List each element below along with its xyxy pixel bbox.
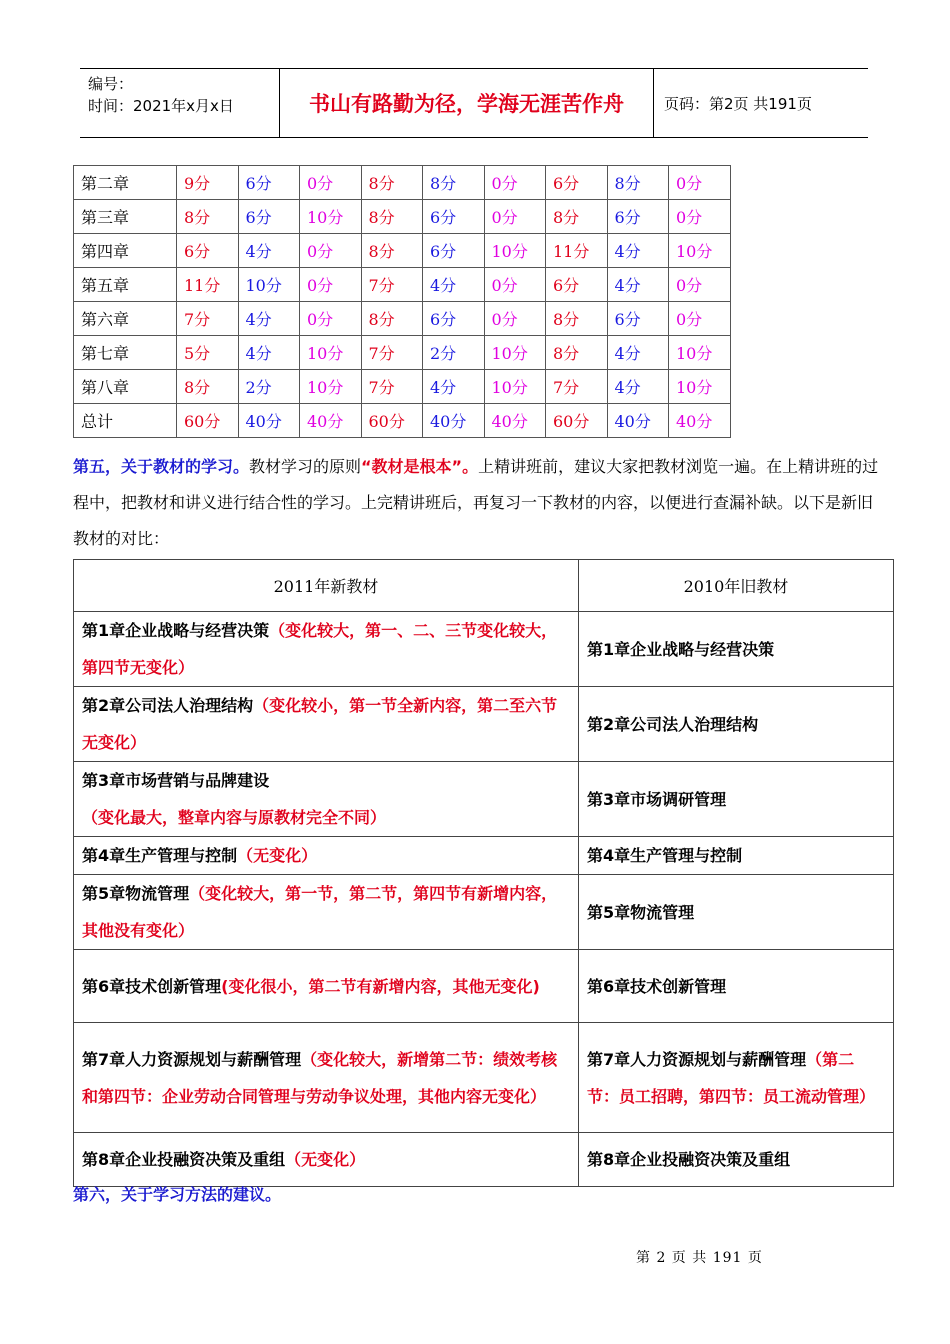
score-cell: 6分 <box>423 200 485 234</box>
new-change-note: (变化很小，第二节有新增内容，其他无变化) <box>221 976 540 996</box>
old-chapter-title: 第2章公司法人治理结构 <box>587 714 759 734</box>
score-cell: 0分 <box>300 268 362 302</box>
score-cell: 8分 <box>546 302 608 336</box>
chapter-cell: 第七章 <box>74 336 177 370</box>
score-cell: 8分 <box>423 166 485 200</box>
new-change-note: （变化较大，第一、二、三节变化较大，第四节无变化） <box>82 621 558 677</box>
score-cell: 8分 <box>361 302 423 336</box>
score-cell: 4分 <box>423 370 485 404</box>
old-textbook-cell <box>579 950 894 1023</box>
score-cell: 0分 <box>300 302 362 336</box>
score-cell: 5分 <box>177 336 239 370</box>
score-cell: 40分 <box>423 404 485 438</box>
score-cell: 10分 <box>300 200 362 234</box>
score-cell: 6分 <box>238 200 300 234</box>
score-cell: 4分 <box>238 234 300 268</box>
score-cell: 60分 <box>361 404 423 438</box>
new-change-note: （变化最大，整章内容与原教材完全不同） <box>82 808 387 827</box>
chapter-cell: 第八章 <box>74 370 177 404</box>
chapter-cell: 第四章 <box>74 234 177 268</box>
new-chapter-title: 第7章人力资源规划与薪酬管理 <box>82 1049 302 1069</box>
table-row <box>74 302 731 336</box>
new-chapter-title: 第4章生产管理与控制 <box>82 846 238 865</box>
chapter-cell: 第六章 <box>74 302 177 336</box>
table-row <box>74 404 731 438</box>
section6-heading: 第六，关于学习方法的建议。 <box>73 1185 282 1204</box>
old-chapter-title: 第8章企业投融资决策及重组 <box>587 1150 791 1169</box>
new-textbook-cell <box>74 612 579 687</box>
score-cell: 4分 <box>423 268 485 302</box>
score-cell: 8分 <box>361 166 423 200</box>
score-cell: 0分 <box>669 200 731 234</box>
old-textbook-cell <box>579 837 894 875</box>
score-cell: 4分 <box>607 234 669 268</box>
new-textbook-cell <box>74 950 579 1023</box>
new-change-note: （变化较小，第一节全新内容，第二至六节无变化） <box>82 696 558 752</box>
new-change-note: （变化较大，第一节，第二节，第四节有新增内容，其他没有变化） <box>82 884 558 940</box>
score-cell: 6分 <box>607 302 669 336</box>
score-cell: 10分 <box>669 336 731 370</box>
score-cell: 10分 <box>484 336 546 370</box>
textbook-compare-table <box>73 559 894 1187</box>
page-header <box>80 68 868 138</box>
table-row <box>74 950 894 1023</box>
score-cell: 60分 <box>546 404 608 438</box>
score-cell: 6分 <box>423 302 485 336</box>
table-row <box>74 166 731 200</box>
old-textbook-cell <box>579 687 894 762</box>
new-textbook-cell <box>74 837 579 875</box>
score-cell: 7分 <box>546 370 608 404</box>
old-chapter-title: 第1章企业战略与经营决策 <box>587 639 775 659</box>
score-cell: 2分 <box>238 370 300 404</box>
new-textbook-cell <box>74 1023 579 1133</box>
score-cell: 40分 <box>607 404 669 438</box>
score-cell: 11分 <box>546 234 608 268</box>
section5-quote: “教材是根本”。 <box>361 457 479 476</box>
score-cell: 9分 <box>177 166 239 200</box>
score-cell: 6分 <box>607 200 669 234</box>
score-cell: 6分 <box>546 268 608 302</box>
page-footer: 第 2 页 共 191 页 <box>636 1250 763 1266</box>
old-textbook-cell <box>579 1133 894 1187</box>
new-change-note: （变化较大，新增第二节：绩效考核和第四节：企业劳动合同管理与劳动争议处理，其他内容无变化） <box>82 1049 558 1106</box>
score-cell: 10分 <box>669 370 731 404</box>
score-cell: 6分 <box>546 166 608 200</box>
table-row <box>74 268 731 302</box>
chapter-cell: 第二章 <box>74 166 177 200</box>
score-cell: 7分 <box>177 302 239 336</box>
score-cell: 10分 <box>484 370 546 404</box>
score-table <box>73 165 731 438</box>
score-cell: 7分 <box>361 268 423 302</box>
table-row <box>74 370 731 404</box>
new-textbook-cell <box>74 762 579 837</box>
section5-text2: 上精讲班前，建议大家把教材浏览一遍。在上精讲班的过程中，把教材和讲义进行结合性的学习。上完精讲班后，再复习一下教材的内容，以便进行查漏补缺。以下是新旧教材的对比： <box>73 457 879 548</box>
section5-text1: 教材学习的原则 <box>249 457 362 476</box>
score-cell: 0分 <box>300 234 362 268</box>
compare-header-row <box>74 560 894 612</box>
table-row <box>74 200 731 234</box>
new-textbook-cell <box>74 1133 579 1187</box>
new-chapter-title: 第6章技术创新管理 <box>82 976 222 996</box>
score-cell: 10分 <box>669 234 731 268</box>
score-cell: 4分 <box>607 336 669 370</box>
score-cell: 0分 <box>669 268 731 302</box>
score-cell: 40分 <box>484 404 546 438</box>
head-new: 2011年新教材 <box>74 560 579 612</box>
score-cell: 40分 <box>300 404 362 438</box>
new-chapter-title: 第5章物流管理 <box>82 884 190 903</box>
score-cell: 4分 <box>607 268 669 302</box>
section5-heading: 第五，关于教材的学习。 <box>73 457 250 476</box>
table-row <box>74 234 731 268</box>
score-cell: 4分 <box>238 336 300 370</box>
score-cell: 6分 <box>177 234 239 268</box>
score-cell: 4分 <box>607 370 669 404</box>
new-change-note: （无变化） <box>237 846 318 865</box>
new-textbook-cell <box>74 875 579 950</box>
old-textbook-cell <box>579 612 894 687</box>
new-chapter-title: 第3章市场营销与品牌建设 <box>82 771 270 790</box>
score-cell: 2分 <box>423 336 485 370</box>
new-change-note: （无变化） <box>285 1150 366 1169</box>
new-chapter-title: 第1章企业战略与经营决策 <box>82 621 270 640</box>
new-chapter-title: 第8章企业投融资决策及重组 <box>82 1150 286 1169</box>
chapter-cell: 总计 <box>74 404 177 438</box>
score-cell: 8分 <box>177 370 239 404</box>
score-cell: 0分 <box>484 166 546 200</box>
old-change-note: （第二节：员工招聘，第四节：员工流动管理） <box>587 1049 876 1106</box>
old-textbook-cell <box>579 762 894 837</box>
score-cell: 8分 <box>361 234 423 268</box>
score-cell: 11分 <box>177 268 239 302</box>
score-cell: 10分 <box>300 370 362 404</box>
old-chapter-title: 第7章人力资源规划与薪酬管理 <box>587 1049 807 1069</box>
new-textbook-cell <box>74 687 579 762</box>
table-row <box>74 837 894 875</box>
score-cell: 40分 <box>238 404 300 438</box>
score-cell: 0分 <box>484 302 546 336</box>
section5-paragraph <box>73 449 883 557</box>
old-textbook-cell <box>579 875 894 950</box>
header-meta <box>80 69 280 137</box>
old-chapter-title: 第5章物流管理 <box>587 902 695 922</box>
head-old: 2010年旧教材 <box>579 560 894 612</box>
header-page-info: 页码：第2页 共191页 <box>664 94 812 113</box>
chapter-cell: 第五章 <box>74 268 177 302</box>
score-cell: 0分 <box>300 166 362 200</box>
old-chapter-title: 第3章市场调研管理 <box>587 789 727 809</box>
table-row <box>74 1023 894 1133</box>
score-cell: 8分 <box>546 336 608 370</box>
score-cell: 7分 <box>361 370 423 404</box>
score-cell: 8分 <box>361 200 423 234</box>
score-cell: 10分 <box>300 336 362 370</box>
old-textbook-cell <box>579 1023 894 1133</box>
new-chapter-title: 第2章公司法人治理结构 <box>82 696 254 715</box>
score-cell: 60分 <box>177 404 239 438</box>
score-cell: 4分 <box>238 302 300 336</box>
score-cell: 10分 <box>238 268 300 302</box>
old-chapter-title: 第4章生产管理与控制 <box>587 846 743 865</box>
table-row <box>74 612 894 687</box>
score-cell: 8分 <box>177 200 239 234</box>
score-cell: 0分 <box>484 268 546 302</box>
number-label: 编号： <box>88 75 134 93</box>
chapter-cell: 第三章 <box>74 200 177 234</box>
score-cell: 8分 <box>546 200 608 234</box>
score-cell: 8分 <box>607 166 669 200</box>
table-row <box>74 336 731 370</box>
header-motto: 书山有路勤为径，学海无涯苦作舟 <box>280 69 654 137</box>
table-row <box>74 1133 894 1187</box>
table-row <box>74 687 894 762</box>
old-chapter-title: 第6章技术创新管理 <box>587 976 727 996</box>
score-cell: 6分 <box>238 166 300 200</box>
score-cell: 10分 <box>484 234 546 268</box>
score-cell: 0分 <box>669 302 731 336</box>
table-row <box>74 875 894 950</box>
score-cell: 0分 <box>484 200 546 234</box>
score-cell: 6分 <box>423 234 485 268</box>
score-cell: 0分 <box>669 166 731 200</box>
time-label: 时间：2021年x月x日 <box>88 97 234 115</box>
score-cell: 40分 <box>669 404 731 438</box>
score-cell: 7分 <box>361 336 423 370</box>
table-row <box>74 762 894 837</box>
